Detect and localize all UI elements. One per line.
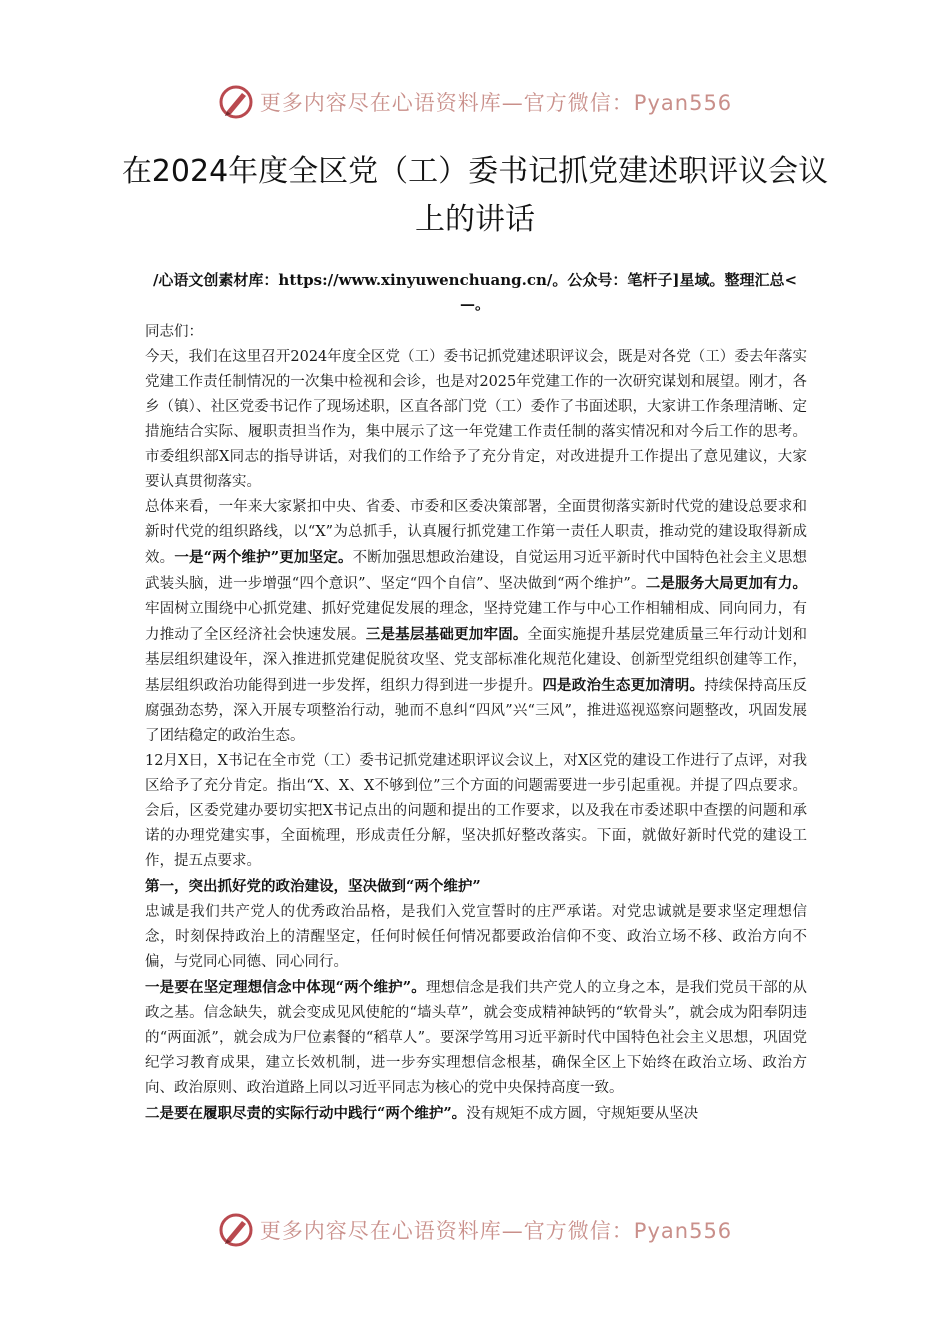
page-title: 在2024年度全区党（工）委书记抓党建述职评议会议上的讲话 [121,154,829,237]
summary-point-4: 四是政治生态更加清明。 [542,677,705,694]
summary-point-1: 一是“两个维护”更加坚定。 [174,549,353,566]
summary-text: 牢固树立围绕中心抓党建、抓好党建促发展的理念，坚持党建工作与中心工作相辅相成、同向同力，有力推动了全区经济社会快速发展。 [145,601,807,643]
summary-text: 不断加强思想政治建设，自觉运用习近平新时代中国特色社会主义思想武装头脑，进一步增强“四个意识”、坚定“四个自信”、坚决做到“两个维护”。 [145,550,807,592]
paragraph-point-2 [145,1101,807,1127]
banner-text: 更多内容尽在心语资料库—官方微信：Pyan556 [259,1219,733,1243]
point-1-lead: 一是要在坚定理想信念中体现“两个维护”。 [145,979,426,996]
summary-text: 全面实施提升基层党建质量三年行动计划和基层组织建设年，深入推进抓党建促脱贫攻坚、党支部标准化规范化建设、创新型党组织创建等工作，基层组织政治功能得到进一步发挥，组织力得到进一步提升。 [145,627,808,694]
greeting: 同志们： [145,324,203,340]
paragraph-review: 12月X日，X书记在全市党（工）委书记抓党建述职评议会议上，对X区党的建设工作进行了点评，对我区给予了充分肯定。指出“X、X、X不够到位”三个方面的问题需要进一步引起重视。并提了四点要求。会后，区委党建办要切实把X书记点出的问题和提出的工作要求，以及我在市委述职中查摆的问题和承诺的办理党建实事，全面梳理，形成责任分解，坚决抓好整改落实。下面，就做好新时代党的建设工作，提五点要求。 [145,753,807,869]
section-heading-1 [145,874,807,900]
point-2-text: 没有规矩不成方圆，守规矩要从坚决 [466,1106,699,1122]
point-1-text: 理想信念是我们共产党人的立身之本，是我们党员干部的从政之基。信念缺失，就会变成见风使舵的“墙头草”，就会变成精神缺钙的“软骨头”，就会成为阳奉阴违的“两面派”，就会成为尸位素餐的“稻草人”。要深学笃用习近平新时代中国特色社会主义思想，巩固党纪学习教育成果，建立长效机制，进一步夯实理想信念根基，确保全区上下始终在政治立场、政治方向、政治原则、政治道路上同以习近平同志为核心的党中央保持高度一致。 [145,980,807,1096]
section-heading-text: 第一，突出抓好党的政治建设，坚决做到“两个维护” [145,878,481,895]
top-watermark-banner [0,82,950,122]
paragraph-loyalty: 忠诚是我们共产党人的优秀政治品格，是我们入党宣誓时的庄严承诺。对党忠诚就是要求坚定理想信念，时刻保持政治上的清醒坚定，任何时候任何情况都要政治信仰不变、政治立场不移、政治方向不偏，与党同心同德、同心同行。 [145,904,807,970]
bottom-watermark-banner [0,1210,950,1250]
summary-text: 持续保持高压反腐强劲态势，深入开展专项整治行动，驰而不息纠“四风”兴“三风”，推进巡视巡察问题整改，巩固发展了团结稳定的政治生态。 [145,678,807,744]
banner-text: 更多内容尽在心语资料库—官方微信：Pyan556 [259,91,733,115]
paragraph-point-1 [145,975,807,1101]
source-line: /心语文创素材库：https://www.xinyuwenchuang.cn/。公众号：笔杆子]星域。整理汇总<—。 [152,271,798,313]
document-body [145,320,807,1127]
paragraph-intro: 今天，我们在这里召开2024年度全区党（工）委书记抓党建述职评议会，既是对各党（工）委去年落实党建工作责任制情况的一次集中检视和会诊，也是对2025年党建工作的一次研究谋划和展望。刚才，各乡（镇）、社区党委书记作了现场述职，区直各部门党（工）委作了书面述职，大家讲工作条理清晰、定措施结合实际、履职责担当作为，集中展示了这一年党建工作责任制的落实情况和对今后工作的思考。市委组织部X同志的指导讲话，对我们的工作给予了充分肯定，对改进提升工作提出了意见建议，大家要认真贯彻落实。 [145,349,807,490]
summary-text: 总体来看，一年来大家紧扣中央、省委、市委和区委决策部署，全面贯彻落实新时代党的建设总要求和新时代党的组织路线，以“X”为总抓手，认真履行抓党建工作第一责任人职责，推动党的建设取得新成效。 [145,499,807,566]
paragraph-summary [145,495,807,749]
summary-point-3: 三是基层基础更加牢固。 [365,626,528,643]
pen-logo-icon [218,1212,254,1248]
pen-logo-icon [218,84,254,120]
point-2-lead: 二是要在履职尽责的实际行动中践行“两个维护”。 [145,1105,467,1122]
summary-point-2: 二是服务大局更加有力。 [645,575,807,592]
